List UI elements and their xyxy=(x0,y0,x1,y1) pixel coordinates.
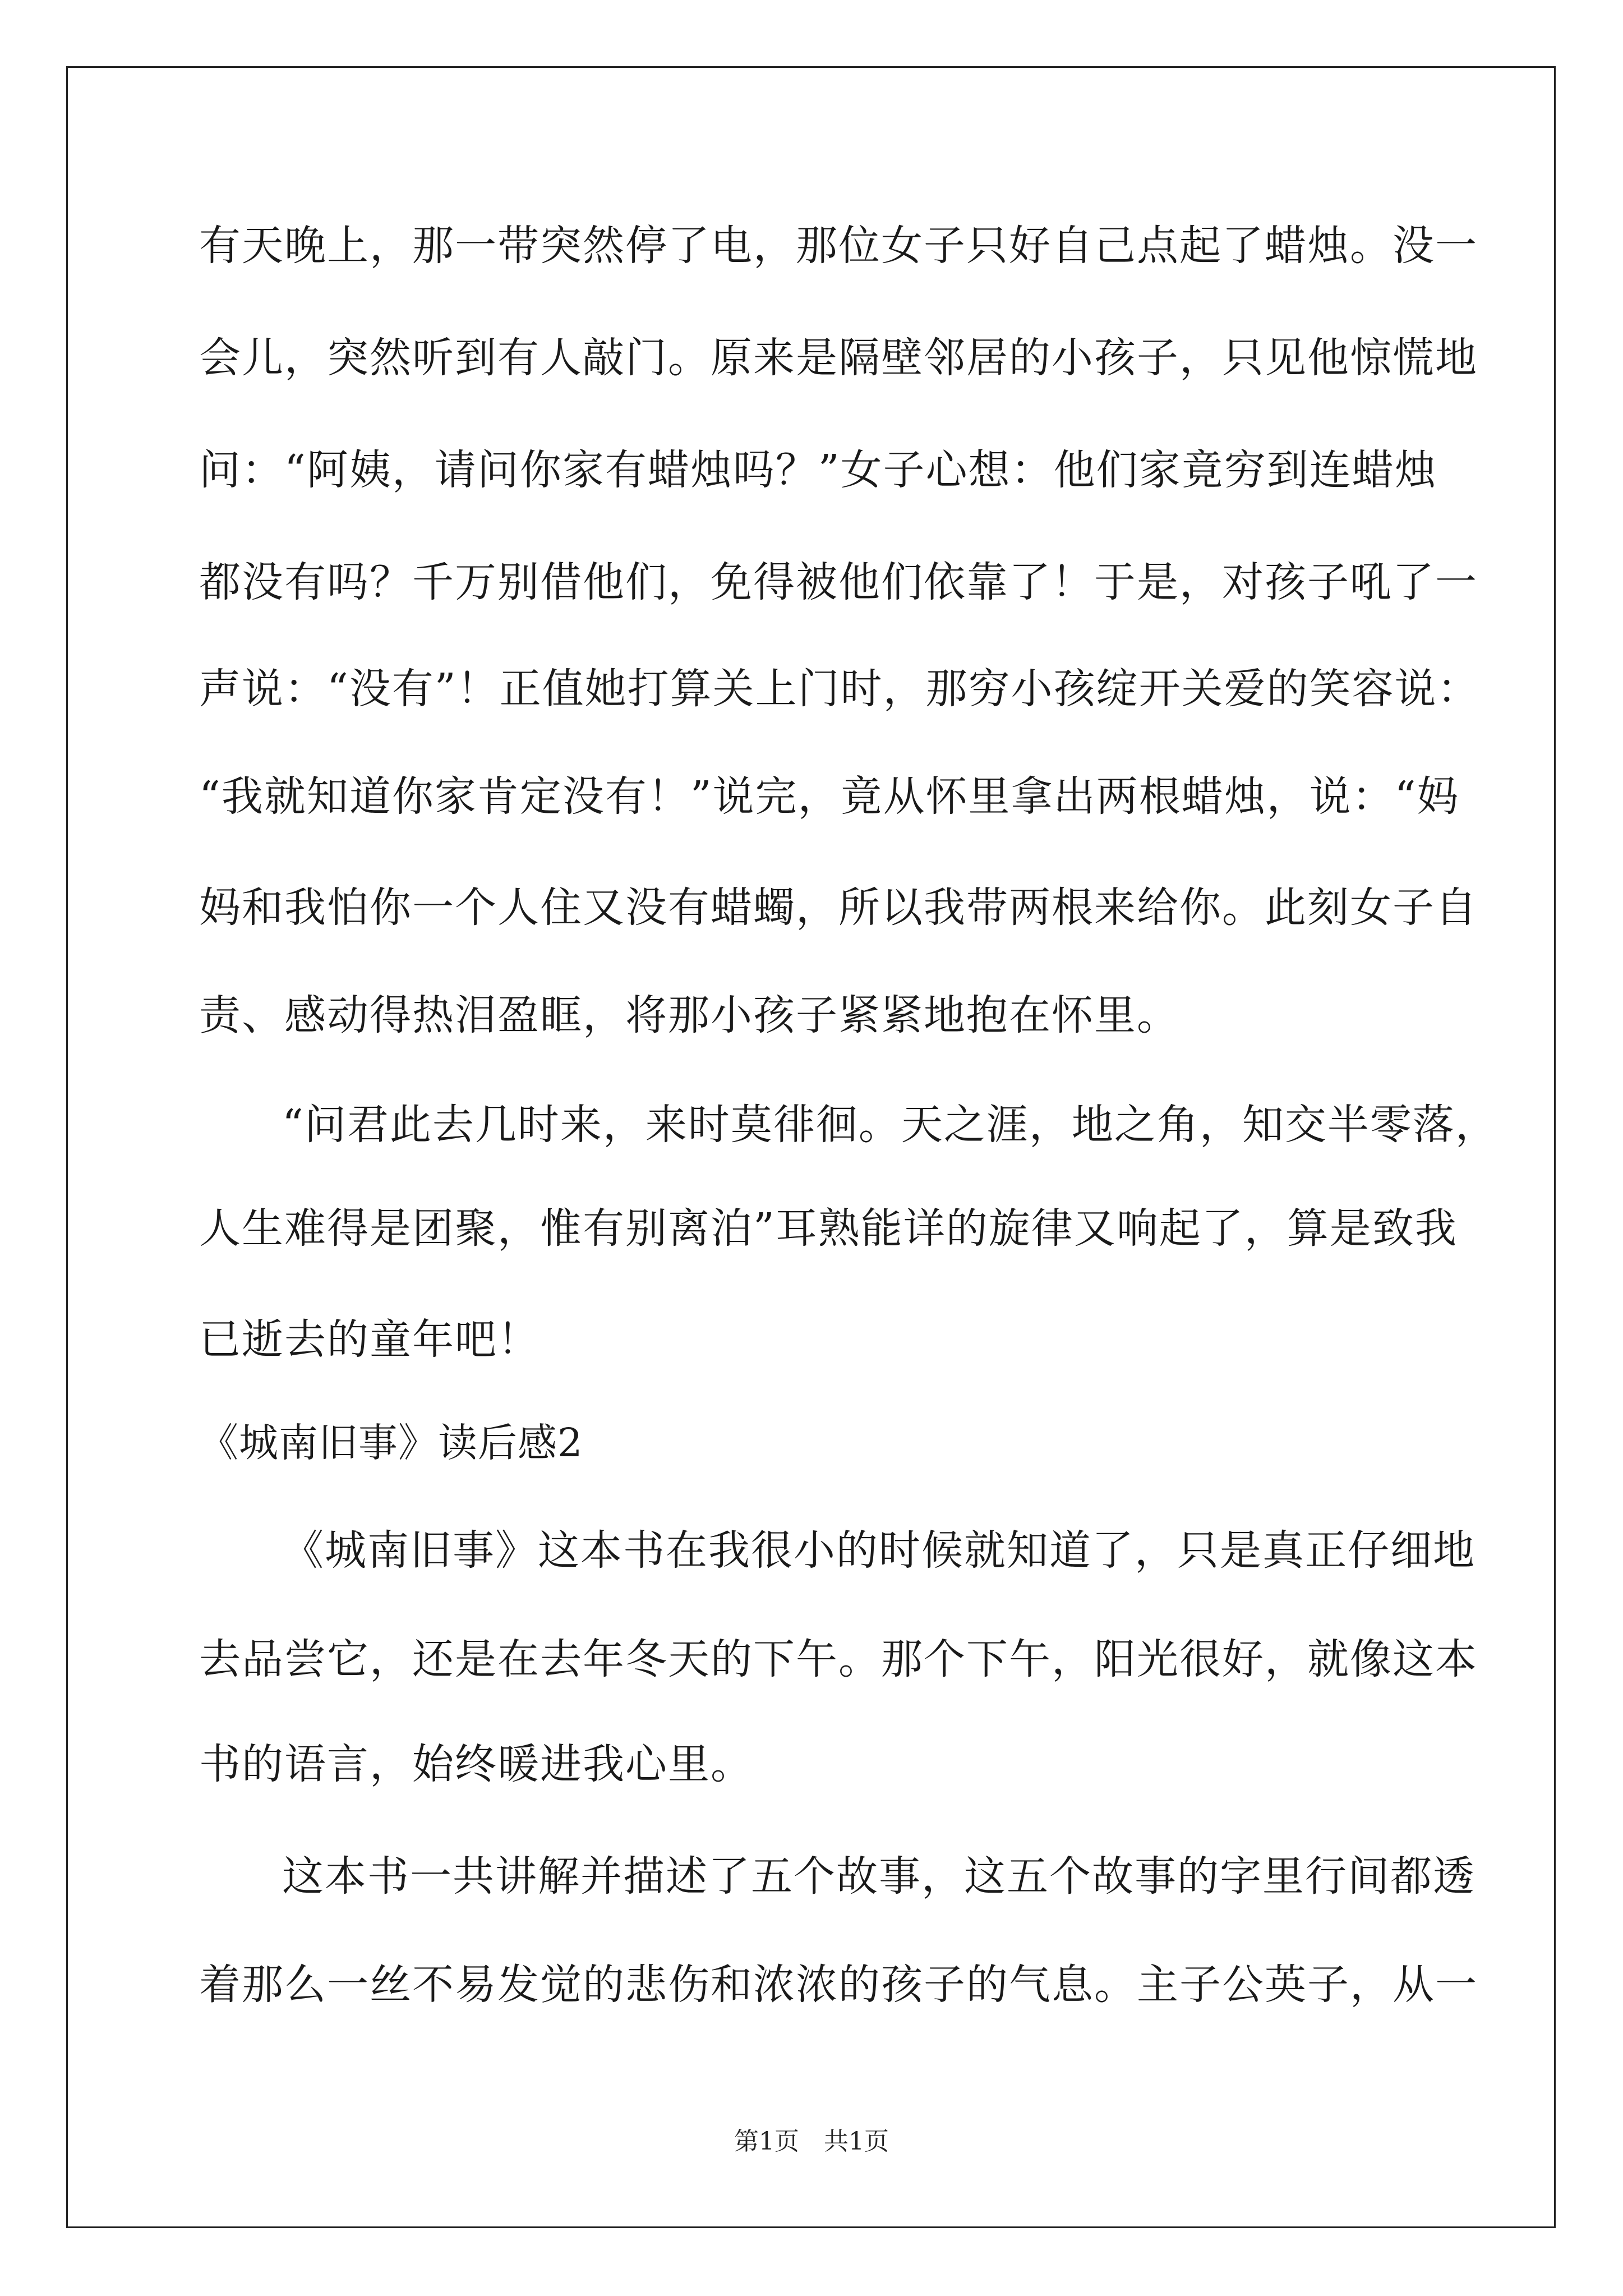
paragraph-2-line-1: “问君此去几时来，来时莫徘徊。天之涯，地之角，知交半零落， xyxy=(282,1101,1498,1149)
paragraph-2-line-2: 人生难得是团聚，惟有别离泊”耳熟能详的旋律又响起了，算是致我 xyxy=(199,1204,1458,1253)
paragraph-3-line-2: 去品尝它，还是在去年冬天的下午。那个下午，阳光很好，就像这本 xyxy=(199,1635,1478,1683)
paragraph-4-line-1: 这本书一共讲解并描述了五个故事，这五个故事的字里行间都透 xyxy=(282,1852,1476,1901)
paragraph-1-line-4: 都没有吗？千万别借他们，免得被他们依靠了！于是，对孩子吼了一 xyxy=(199,558,1478,606)
paragraph-4-line-2: 着那么一丝不易发觉的悲伤和浓浓的孩子的气息。主子公英子，从一 xyxy=(199,1961,1478,2009)
paragraph-3-line-3: 书的语言，始终暖进我心里。 xyxy=(199,1740,753,1788)
paragraph-1-line-8: 责、感动得热泪盈眶，将那小孩子紧紧地抱在怀里。 xyxy=(199,991,1179,1039)
paragraph-1-line-3: 问：“阿姨，请问你家有蜡烛吗？”女子心想：他们家竟穷到连蜡烛 xyxy=(199,446,1437,494)
paragraph-1-line-5: 声说：“没有”！正值她打算关上门时，那穷小孩绽开关爱的笑容说： xyxy=(199,665,1480,713)
paragraph-3-line-1: 《城南旧事》这本书在我很小的时候就知道了，只是真正仔细地 xyxy=(282,1526,1476,1575)
paragraph-1-line-7: 妈和我怕你一个人住又没有蜡蠋，所以我带两根来给你。此刻女子自 xyxy=(199,884,1478,932)
paragraph-1-line-2: 会儿，突然听到有人敲门。原来是隔壁邻居的小孩子，只见他惊慌地 xyxy=(199,334,1478,382)
paragraph-1-line-1: 有天晚上，那一带突然停了电，那位女子只好自己点起了蜡烛。没一 xyxy=(199,222,1478,270)
paragraph-2-line-3: 已逝去的童年吧！ xyxy=(199,1315,540,1364)
page-footer: 第1页 共1页 xyxy=(734,2127,889,2156)
section-heading: 《城南旧事》读后感2 xyxy=(199,1420,583,1466)
paragraph-1-line-6: “我就知道你家肯定没有！”说完，竟从怀里拿出两根蜡烛，说：“妈 xyxy=(199,772,1460,821)
